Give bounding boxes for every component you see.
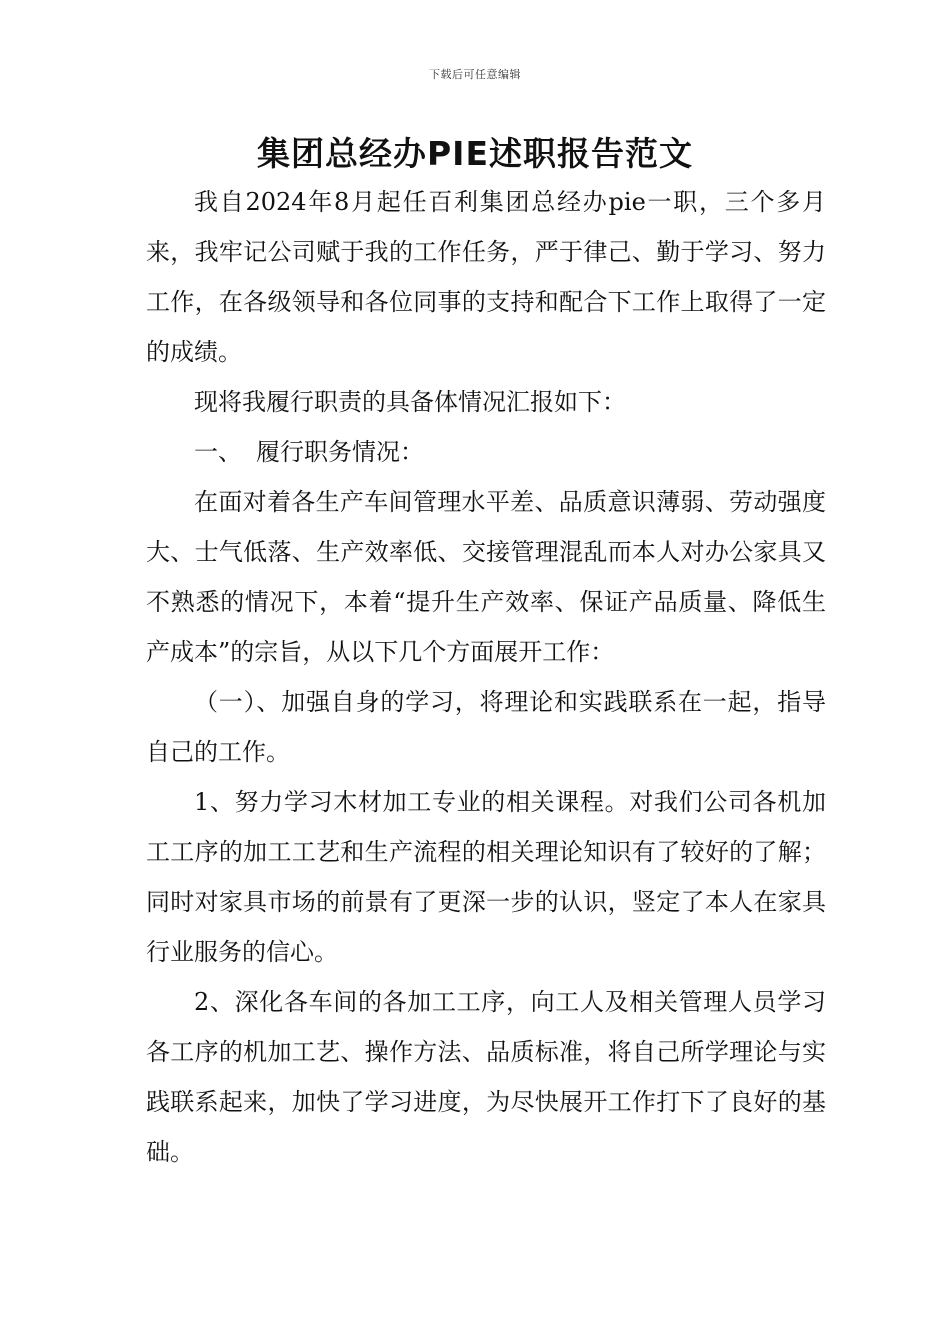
- document-title: 集团总经办PIE述职报告范文: [256, 134, 693, 173]
- paragraph-subsection-one: （一）、加强自身的学习，将理论和实践联系在一起，指导自己的工作。: [146, 688, 826, 766]
- paragraph-intro: 我自2024年8月起任百利集团总经办pie一职，三个多月来，我牢记公司赋于我的工作任务，严于律己、勤于学习、努力工作，在各级领导和各位同事的支持和配合下工作上取得了一定的成绩。: [146, 188, 826, 366]
- paragraph-context: 在面对着各生产车间管理水平差、品质意识薄弱、劳动强度大、士气低落、生产效率低、交接管理混乱而本人对办公家具又不熟悉的情况下，本着“提升生产效率、保证产品质量、降低生产成本”的宗旨，从以下几个方面展开工作：: [146, 488, 826, 666]
- paragraph-item-two: 2、深化各车间的各加工工序，向工人及相关管理人员学习各工序的机加工艺、操作方法、品质标准，将自己所学理论与实践联系起来，加快了学习进度，为尽快展开工作打下了良好的基础。: [146, 988, 826, 1166]
- section-heading-one: [146, 427, 826, 477]
- document-body: [146, 177, 826, 1177]
- paragraph-item-one: 1、努力学习木材加工专业的相关课程。对我们公司各机加工工序的加工工艺和生产流程的相关理论知识有了较好的了解；同时对家具市场的前景有了更深一步的认识，竖定了本人在家具行业服务的信心。: [146, 788, 826, 966]
- paragraph-report-lead: 现将我履行职责的具备体情况汇报如下：: [194, 388, 626, 416]
- section-number: 一、: [194, 438, 242, 466]
- header-note: 下载后可任意编辑: [429, 68, 521, 81]
- section-title: 履行职务情况：: [256, 438, 424, 466]
